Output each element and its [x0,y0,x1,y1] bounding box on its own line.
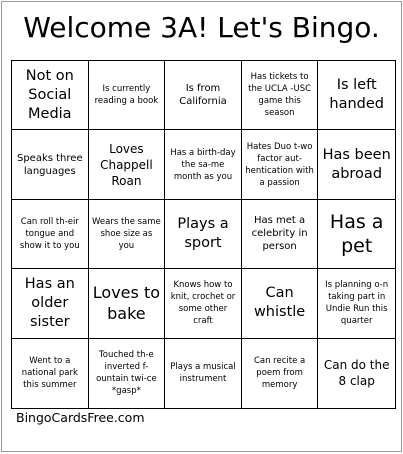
cell-label: Went to a national park this summer [21,356,78,391]
bingo-cell-1-5[interactable] [318,61,395,130]
bingo-cell-4-4[interactable] [242,269,319,338]
cell-label: Loves to bake [92,283,160,324]
bingo-cell-2-1[interactable] [12,130,89,199]
bingo-cell-5-5[interactable] [318,339,395,408]
cell-label: Has tickets to the UCLA -USC game this season [248,72,312,119]
card-title: Welcome 3A! Let's Bingo. [23,11,380,44]
bingo-cell-4-5[interactable] [318,269,395,338]
cell-label: Hates Duo t-wo factor aut-hentication with a passion [245,141,314,188]
cell-label: Has a pet [329,210,384,257]
footer-credit: BingoCardsFree.com [16,410,145,425]
cell-label: Not on Social Media [25,67,74,122]
bingo-cell-4-3[interactable] [165,269,242,338]
cell-label: Can whistle [253,285,306,321]
cell-label: Knows how to knit, crochet or some other craft [170,280,236,327]
bingo-cell-1-4[interactable] [242,61,319,130]
bingo-cell-2-5[interactable] [318,130,395,199]
cell-label: Can do the 8 clap [323,358,390,389]
bingo-cell-5-2[interactable] [89,339,166,408]
bingo-cell-2-3[interactable] [165,130,242,199]
bingo-cell-2-4[interactable] [242,130,319,199]
bingo-cell-3-1[interactable] [12,200,89,269]
bingo-cell-3-4[interactable] [242,200,319,269]
bingo-cell-1-2[interactable] [89,61,166,130]
cell-label: Has been abroad [322,146,391,182]
cell-label: Can roll th-eir tongue and show it to you [19,216,80,251]
bingo-card [1,1,402,452]
bingo-grid [11,60,396,409]
cell-label: Has an older sister [24,275,75,330]
cell-label: Is currently reading a book [94,84,159,107]
cell-label: Wears the same shoe size as you [92,216,161,251]
bingo-cell-2-2[interactable] [89,130,166,199]
cell-label: Plays a sport [177,215,229,251]
bingo-cell-5-4[interactable] [242,339,319,408]
bingo-cell-1-1[interactable] [12,61,89,130]
cell-label: Can recite a poem from memory [253,356,306,391]
cell-label: Plays a musical instrument [170,362,236,385]
cell-label: Has a birth-day the sa-me month as you [170,147,236,182]
cell-label: Is planning o-n taking part in Undie Run this quarter [325,280,389,327]
cell-label: Loves Chappell Roan [100,141,153,188]
bingo-cell-3-3[interactable] [165,200,242,269]
bingo-cell-4-2[interactable] [89,269,166,338]
cell-label: Touched th-e inverted f-ountain twi-ce *gasp* [96,350,157,397]
bingo-cell-5-1[interactable] [12,339,89,408]
cell-label: Has met a celebrity in person [251,215,308,253]
cell-label: Is left handed [329,77,384,113]
cell-label: Speaks three languages [16,152,83,177]
bingo-cell-3-2[interactable] [89,200,166,269]
bingo-cell-1-3[interactable] [165,61,242,130]
bingo-cell-3-5[interactable] [318,200,395,269]
bingo-cell-5-3[interactable] [165,339,242,408]
bingo-cell-4-1[interactable] [12,269,89,338]
cell-label: Is from California [179,83,227,108]
